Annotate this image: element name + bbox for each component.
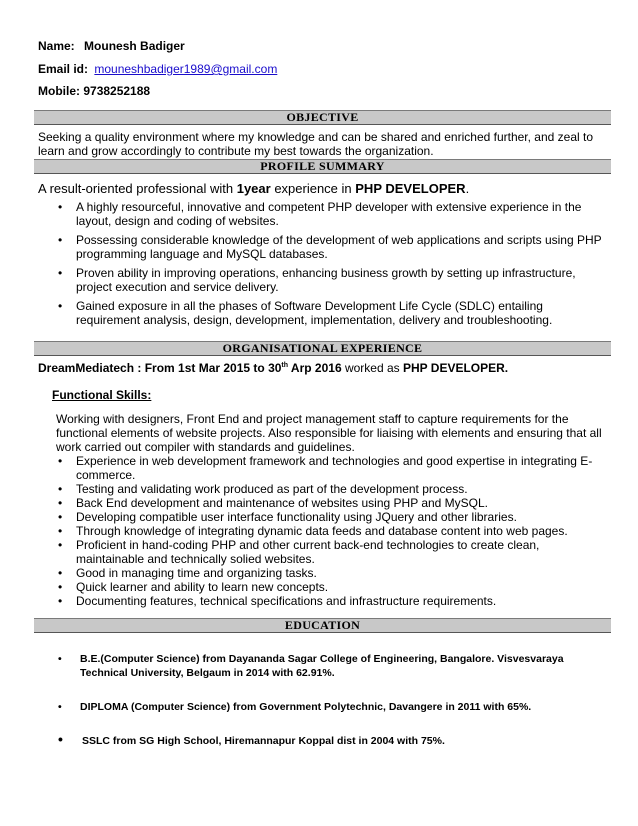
bullet-icon: • [58,731,63,747]
skills-heading: Functional Skills: [52,388,152,402]
bullet-icon: • [58,510,63,524]
company-worked-as: worked as [341,361,403,375]
section-title-education: EDUCATION [284,618,361,632]
company-end-date: Arp 2016 [288,361,342,375]
list-item [58,266,604,294]
bullet-icon: • [58,580,63,594]
bullet-icon: • [58,266,63,280]
profile-bullets [58,200,604,332]
email-label: Email id: [38,62,89,76]
mobile-line [38,84,150,98]
profile-role: PHP DEVELOPER [355,181,466,196]
skills-bullets [58,454,606,608]
bullet-icon: • [58,482,63,496]
list-item-text: Experience in web development framework and technologies and good expertise in integrating E-commerce. [76,454,593,482]
list-item-text: Developing compatible user interface functionality using JQuery and other libraries. [76,510,517,524]
list-item [58,454,606,482]
list-item [58,580,606,594]
list-item [58,538,606,566]
section-title-profile: PROFILE SUMMARY [260,159,385,173]
profile-intro-text: A result-oriented professional with [38,181,237,196]
section-title-experience: ORGANISATIONAL EXPERIENCE [222,341,423,355]
list-item-text: Good in managing time and organizing tasks. [76,566,317,580]
list-item-text: Proficient in hand-coding PHP and other current back-end technologies to create clean, maintainable and technically solied websites. [76,538,540,566]
bullet-icon: • [58,524,63,538]
bullet-icon: • [58,200,63,214]
bullet-icon: • [58,454,63,468]
mobile-label: Mobile: [38,84,80,98]
list-item [58,482,606,496]
email-link[interactable]: mouneshbadiger1989@gmail.com [94,62,278,76]
list-item [58,700,588,714]
list-item [58,524,606,538]
skills-intro: Working with designers, Front End and project management staff to capture requirements for the functional elements of website projects. Also responsible for liaising with elements and ensuring that all work carried out compiler with standards and guidelines. [56,412,602,454]
section-bar-objective [34,110,611,125]
list-item-text: Possessing considerable knowledge of the development of web applications and scripts using PHP programming language and MySQL databases. [76,233,602,261]
bullet-icon: • [58,233,63,247]
company-role: PHP DEVELOPER. [402,361,509,375]
list-item-text: Documenting features, technical specifications and infrastructure requirements. [76,594,497,608]
list-item [58,731,588,748]
bullet-icon: • [58,496,63,510]
section-bar-education [34,618,611,633]
list-item-text: Gained exposure in all the phases of Software Development Life Cycle (SDLC) entailing requirement analysis, design, development, implementation, delivery and troubleshooting. [76,299,553,327]
list-item [58,299,604,327]
profile-years: 1year [236,181,271,196]
date-superscript: th [281,362,289,369]
list-item-text: Testing and validating work produced as part of the development process. [76,482,468,496]
mobile-value: 9738252188 [83,84,151,98]
email-line [38,62,277,76]
company-dates: DreamMediatech : From 1st Mar 2015 to 30 [38,361,282,375]
profile-intro-mid: experience in [270,181,356,196]
bullet-icon: • [58,538,63,552]
list-item-text: Through knowledge of integrating dynamic data feeds and database content into web pages. [76,524,568,538]
list-item-text: Quick learner and ability to learn new concepts. [76,580,329,594]
bullet-icon: • [58,566,63,580]
bullet-icon: • [58,594,63,608]
section-bar-experience [34,341,611,356]
education-entry: B.E.(Computer Science) from Dayananda Sagar College of Engineering, Bangalore. Visvesvaraya Technical University, Belgaum in 2014 with 62.91%. [80,653,564,679]
profile-intro [38,181,469,196]
name-label: Name: [38,39,75,53]
bullet-icon: • [58,701,62,713]
list-item-text: Back End development and maintenance of websites using PHP and MySQL. [76,496,489,510]
list-item [58,510,606,524]
list-item-text: Proven ability in improving operations, enhancing business growth by setting up infrastructure, project execution and service delivery. [76,266,576,294]
list-item [58,496,606,510]
bullet-icon: • [58,299,63,313]
section-bar-profile [34,159,611,174]
education-entry: DIPLOMA (Computer Science) from Government Polytechnic, Davangere in 2011 with 65%. [80,701,532,713]
list-item [58,200,604,228]
name-value: Mounesh Badiger [84,39,185,53]
company-line [38,361,508,375]
profile-intro-end: . [465,181,470,196]
list-item [58,594,606,608]
list-item [58,233,604,261]
list-item [58,652,588,680]
list-item-text: A highly resourceful, innovative and competent PHP developer with extensive experience in the layout, design and coding of websites. [76,200,582,228]
name-line [38,39,185,53]
education-entry: SSLC from SG High School, Hiremannapur Koppal dist in 2004 with 75%. [82,735,445,747]
bullet-icon: • [58,653,62,665]
objective-text: Seeking a quality environment where my knowledge and can be shared and enriched further, and zeal to learn and grow accordingly to contribute my best towards the organization. [38,130,594,158]
section-title-objective: OBJECTIVE [286,110,359,124]
education-list [58,652,588,748]
list-item [58,566,606,580]
